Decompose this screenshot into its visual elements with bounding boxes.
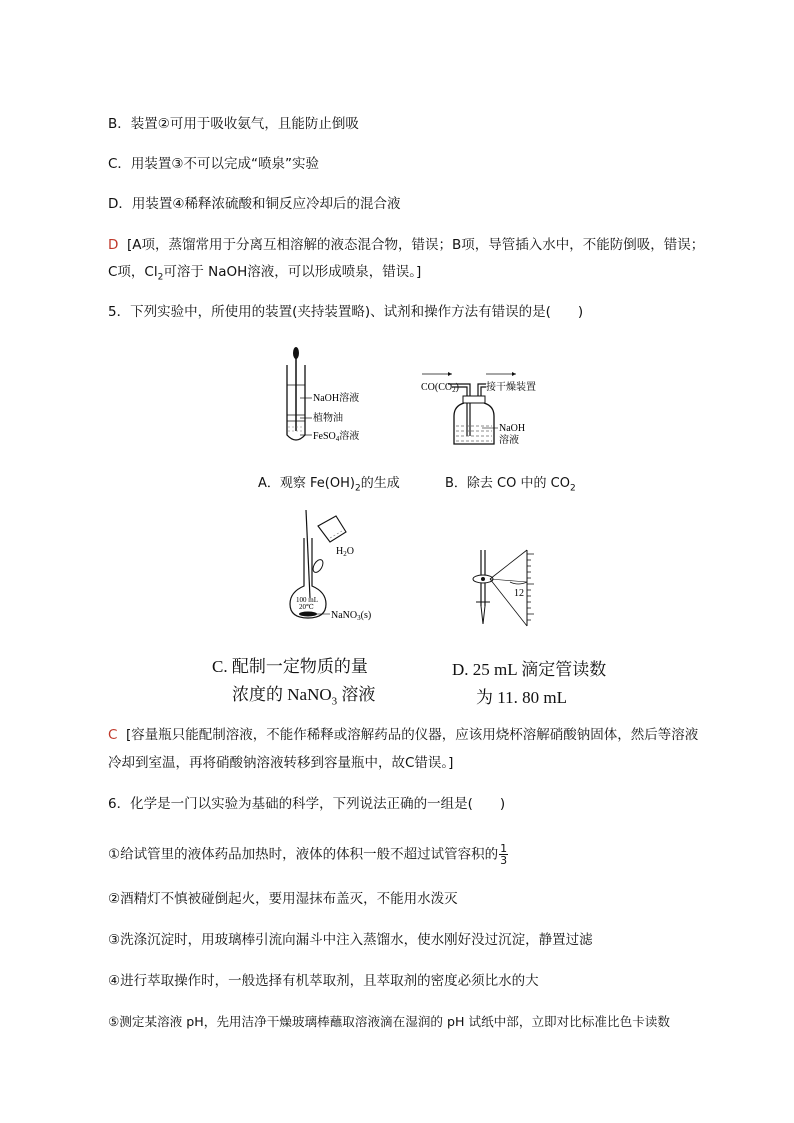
q6-item-1-text: ①给试管里的液体药品加热时，液体的体积一般不超过试管容积的 <box>108 846 499 863</box>
q4-option-d: D．用装置④稀释浓硫酸和铜反应冷却后的混合液 <box>108 196 401 212</box>
q4-option-b: B．装置②可用于吸收氨气，且能防止倒吸 <box>108 116 359 132</box>
label-outlet: 接干燥装置 <box>486 382 536 393</box>
figure-d-burette <box>462 548 552 630</box>
q6-item-4: ④进行萃取操作时，一般选择有机萃取剂，且萃取剂的密度必须比水的大 <box>108 973 539 989</box>
label-flask-temp: 20℃ <box>299 603 314 611</box>
label-vegetable-oil: 植物油 <box>313 413 343 424</box>
caption-b <box>445 472 576 494</box>
figure-c-volumetric-flask <box>288 508 398 626</box>
caption-a <box>258 472 400 494</box>
caption-b-sub: 2 <box>569 483 576 494</box>
q6-item-3: ③洗涤沉淀时，用玻璃棒引流向漏斗中注入蒸馏水，使水刚好没过沉淀，静置过滤 <box>108 932 593 948</box>
label-solid: NaNO$_3$(s) <box>331 610 372 622</box>
label-inlet-gas: $CO(CO_2)$ <box>421 382 459 394</box>
caption-c-line-2 <box>232 680 375 707</box>
figure-b-washing-bottle <box>418 370 558 450</box>
caption-c-line-2-sub: 3 <box>331 695 338 708</box>
label-feso4-solution: FeSO$_4$溶液 <box>313 431 360 443</box>
q4-explanation-2-pre: C项，Cl <box>108 264 158 280</box>
q6-item-2: ②酒精灯不慎被碰倒起火，要用湿抹布盖灭，不能用水泼灭 <box>108 891 458 907</box>
caption-a-post: 的生成 <box>360 476 400 491</box>
caption-a-pre: A．观察 Fe(OH) <box>258 476 355 491</box>
label-water: $H_2O$ <box>336 546 354 558</box>
q4-answer-line-1 <box>108 235 704 255</box>
bottle-stopper <box>463 396 485 403</box>
q4-explanation-2-sub: 2 <box>157 272 164 283</box>
caption-d-line-1: D. 25 mL 滴定管读数 <box>452 660 607 679</box>
label-scale-12: 12 <box>514 588 524 599</box>
funnel-stopper <box>311 558 325 574</box>
caption-d-line-2: 为 11. 80 mL <box>476 688 567 707</box>
q5-answer-line-1 <box>108 725 698 745</box>
q6-item-5: ⑤测定某溶液 pH，先用洁净干燥玻璃棒蘸取溶液滴在湿润的 pH 试纸中部，立即对比标准比色卡读数 <box>108 1014 670 1029</box>
q4-explanation-1: [A项，蒸馏常用于分离互相溶解的液态混合物，错误；B项，导管插入水中，不能防倒吸，错误； <box>127 237 705 253</box>
q5-answer-letter: C <box>108 727 118 743</box>
solid-pile <box>299 612 317 617</box>
beaker <box>318 516 346 542</box>
label-flask-volume: 100 mL <box>296 596 318 604</box>
label-naoh-2: 溶液 <box>499 435 519 446</box>
label-naoh-solution: NaOH溶液 <box>313 393 360 404</box>
fraction-one-third <box>499 843 508 866</box>
label-naoh-1: NaOH <box>499 423 526 434</box>
q4-option-c: C．用装置③不可以完成“喷泉”实验 <box>108 156 320 172</box>
dropper-bulb <box>293 347 299 359</box>
fraction-numerator: 1 <box>500 842 508 855</box>
q4-explanation-2-post: 可溶于 NaOH溶液，可以形成喷泉，错误。] <box>163 264 422 280</box>
caption-a-sub: 2 <box>354 483 361 494</box>
q5-stem: 5．下列实验中，所使用的装置(夹持装置略)、试剂和操作方法有错误的是( ) <box>108 304 584 320</box>
q5-explanation-1: [容量瓶只能配制溶液，不能作稀释或溶解药品的仪器，应该用烧杯溶解硝酸钠固体，然后等溶液 <box>126 727 699 743</box>
meniscus <box>510 582 527 584</box>
q6-item-1 <box>108 843 508 866</box>
q5-explanation-2: 冷却到室温，再将硝酸钠溶液转移到容量瓶中，故C错误。] <box>108 755 454 771</box>
q4-answer-letter: D <box>108 237 119 253</box>
figure-a-test-tube <box>270 343 380 451</box>
caption-c-line-1: C. 配制一定物质的量 <box>212 657 368 676</box>
caption-b-pre: B．除去 CO 中的 CO <box>445 476 570 491</box>
caption-c-line-2-pre: 浓度的 NaNO <box>232 685 332 704</box>
caption-c-line-2-post: 溶液 <box>337 685 376 704</box>
bottle-body <box>454 403 494 444</box>
q4-answer-line-2 <box>108 262 421 288</box>
fraction-denominator: 3 <box>500 854 508 867</box>
q6-stem: 6．化学是一门以实验为基础的科学，下列说法正确的一组是( ) <box>108 796 506 812</box>
glass-rod <box>306 510 310 598</box>
